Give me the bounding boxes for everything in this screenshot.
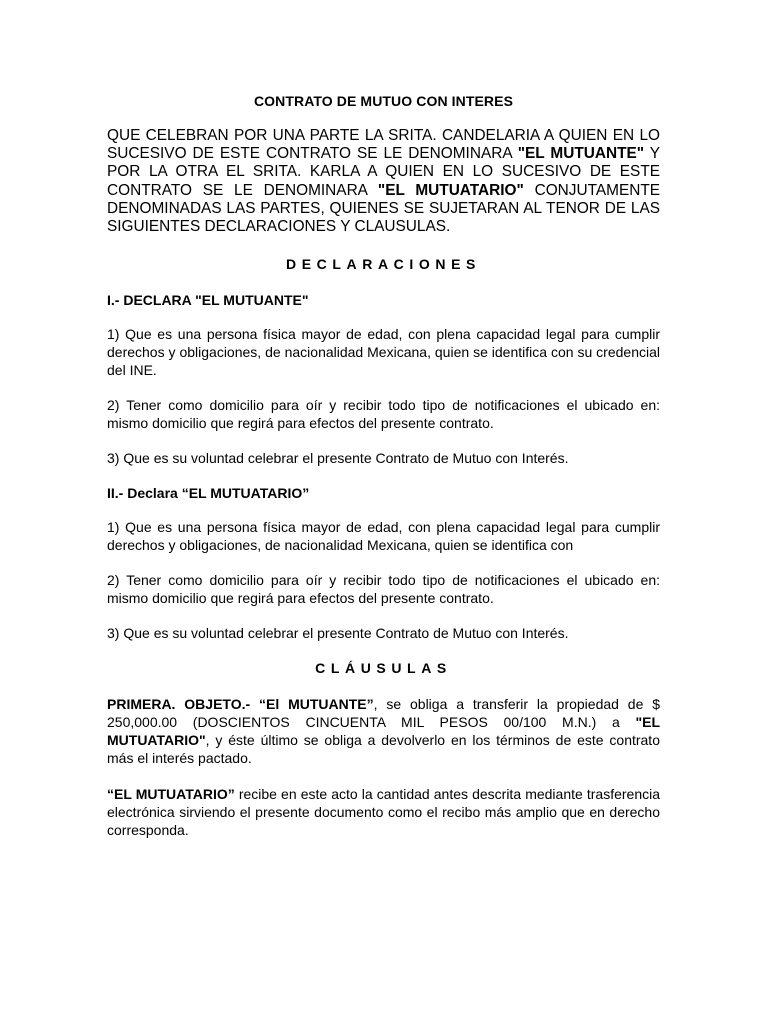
clause-primera-text-2: , y éste último se obliga a devolverlo en los términos de este contrato más el interés pactado. (107, 732, 660, 767)
declarant-2-heading (107, 484, 660, 502)
intro-mutuatario-label: "EL MUTUATARIO" (377, 181, 524, 199)
intro-paragraph (107, 127, 660, 236)
intro-mutuante-label: "EL MUTUANTE" (517, 145, 645, 163)
clause-primera-mutuatario: "EL MUTUATARIO" (107, 714, 660, 749)
clause-receipt-mutuatario: “EL MUTUATARIO” (107, 786, 235, 803)
intro-text-1: QUE CELEBRAN POR UNA PARTE LA SRITA. CANDELARIA A QUIEN EN LO SUCESIVO DE ESTE CONTRATO SE LE DENOMINARA (107, 127, 660, 163)
clause-primera-text-1: , se obliga a transferir la propiedad de $ 250,000.00 (DOSCIENTOS CINCUENTA MIL PESOS 00/100 M.N.) a (107, 696, 660, 731)
clausulas-heading: CLÁUSULAS (315, 660, 452, 677)
declarant-2-item-2: 2) Tener como domicilio para oír y recibir todo tipo de notificaciones el ubicado en: mismo domicilio que regirá para efectos del presente contrato. (107, 572, 660, 607)
clause-primera-title: PRIMERA. OBJETO.- “El MUTUANTE” (107, 696, 374, 713)
declarant-2-heading-text: II.- Declara “EL MUTUATARIO” (107, 485, 310, 502)
clause-receipt-text: recibe en este acto la cantidad antes descrita mediante trasferencia electrónica sirviendo el presente documento como el recibo más amplio que en derecho corresponda. (107, 786, 661, 839)
clause-receipt (107, 785, 660, 839)
intro-text-3: CONJUTAMENTE DENOMINADAS LAS PARTES, QUIENES SE SUJETARAN AL TENOR DE LAS SIGUIENTES DECLARACIONES Y CLAUSULAS. (107, 181, 660, 236)
document-title: CONTRATO DE MUTUO CON INTERES (253, 93, 514, 109)
declarant-2-item-3: 3) Que es su voluntad celebrar el presente Contrato de Mutuo con Interés. (107, 625, 569, 642)
document-page (107, 92, 660, 857)
declarant-1-heading: I.- DECLARA "EL MUTUANTE" (107, 292, 309, 309)
declarant-1-item-1: 1) Que es una persona física mayor de edad, con plena capacidad legal para cumplir derechos y obligaciones, de nacionalidad Mexicana, quien se identifica con su credencial del INE. (107, 326, 660, 379)
declarant-2-item-1: 1) Que es una persona física mayor de edad, con plena capacidad legal para cumplir derechos y obligaciones, de nacionalidad Mexicana, quien se identifica con (107, 519, 660, 554)
declarant-1-item-2: 2) Tener como domicilio para oír y recibir todo tipo de notificaciones el ubicado en: mismo domicilio que regirá para efectos del presente contrato. (107, 397, 660, 432)
declarant-1-item-3: 3) Que es su voluntad celebrar el presente Contrato de Mutuo con Interés. (107, 450, 569, 467)
intro-text-2: Y POR LA OTRA EL SRITA. KARLA A QUIEN EN LO SUCESIVO DE ESTE CONTRATO SE LE DENOMINARA (107, 145, 661, 199)
clause-primera (107, 695, 660, 767)
declaraciones-heading: DECLARACIONES (286, 256, 481, 273)
